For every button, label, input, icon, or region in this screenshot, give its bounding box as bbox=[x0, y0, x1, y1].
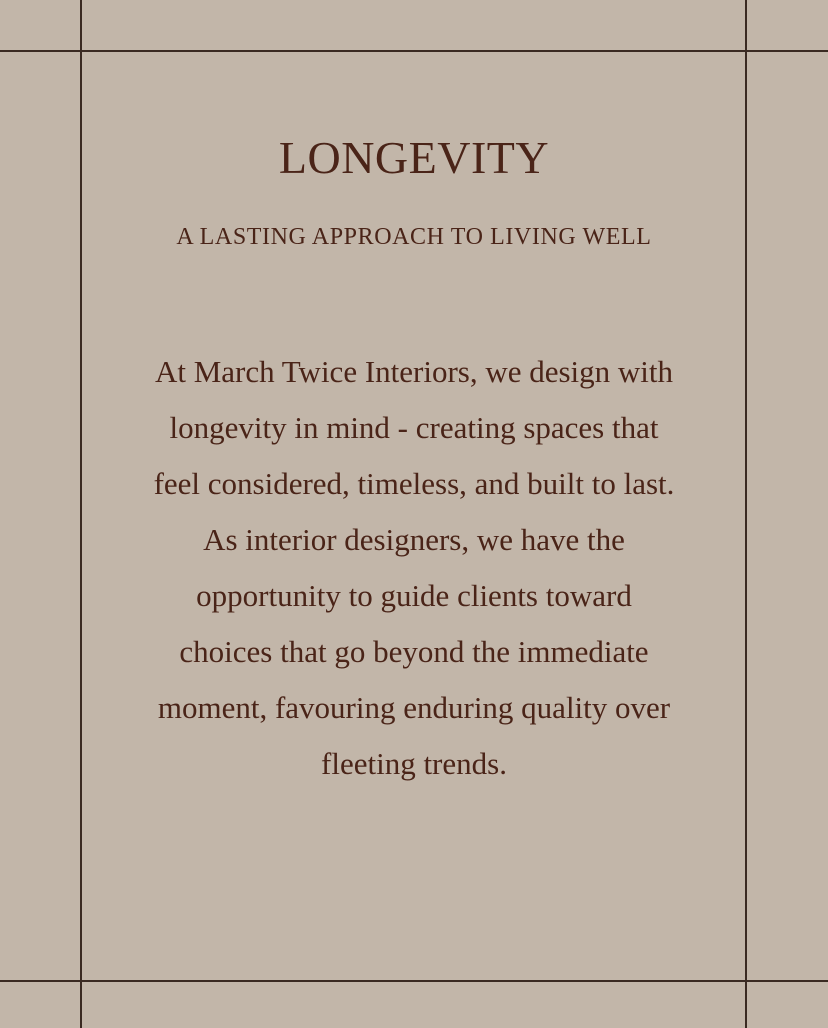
right-rule-line bbox=[745, 0, 747, 1028]
content-panel bbox=[84, 54, 744, 980]
body-line: opportunity to guide clients toward bbox=[196, 578, 632, 613]
body-line: At March Twice Interiors, we design with bbox=[154, 354, 674, 389]
body-line: choices that go beyond the immediate bbox=[179, 634, 649, 669]
page-title: LONGEVITY bbox=[278, 132, 550, 183]
bottom-rule-line bbox=[0, 980, 828, 982]
body-line: feel considered, timeless, and built to last. bbox=[153, 466, 675, 501]
page-subtitle: A LASTING APPROACH TO LIVING WELL bbox=[176, 224, 652, 250]
top-rule-line bbox=[0, 50, 828, 52]
body-paragraph bbox=[114, 344, 714, 792]
body-line: fleeting trends. bbox=[321, 746, 507, 781]
body-line: As interior designers, we have the bbox=[203, 522, 625, 557]
left-rule-line bbox=[80, 0, 82, 1028]
body-line: moment, favouring enduring quality over bbox=[157, 690, 671, 725]
body-line: longevity in mind - creating spaces that bbox=[169, 410, 659, 445]
